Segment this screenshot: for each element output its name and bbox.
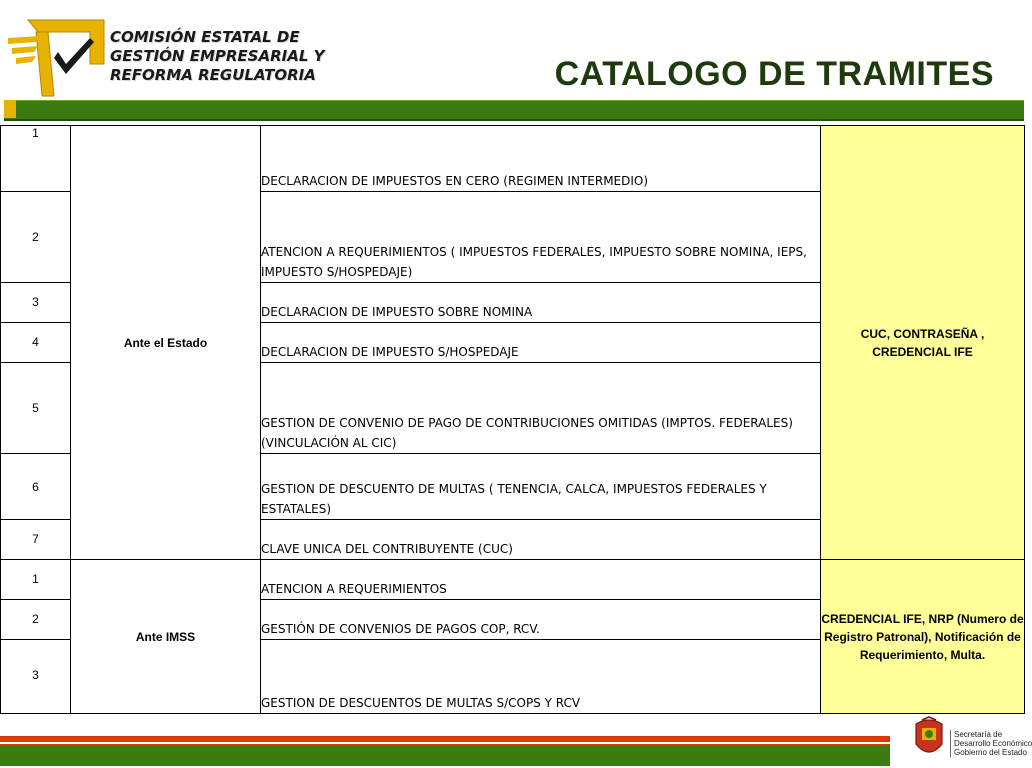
tramite-name: CLAVE UNICA DEL CONTRIBUYENTE (CUC): [261, 520, 821, 560]
requirements-estado: CUC, CONTRASEÑA , CREDENCIAL IFE: [821, 126, 1025, 560]
row-number: 1: [1, 560, 71, 600]
tramite-name: DECLARACION DE IMPUESTO S/HOSPEDAJE: [261, 323, 821, 363]
coat-of-arms-icon: [912, 716, 946, 760]
commission-logo: [6, 18, 106, 98]
row-number: 6: [1, 454, 71, 520]
header-divider-accent: [4, 100, 16, 118]
tramites-table: [0, 125, 1025, 714]
tramite-name: GESTIÓN DE CONVENIOS DE PAGOS COP, RCV.: [261, 600, 821, 640]
row-number: 7: [1, 520, 71, 560]
group-label-imss: Ante IMSS: [71, 560, 261, 714]
page-title: CATALOGO DE TRAMITES: [554, 55, 994, 93]
secretaria-label: [950, 730, 1032, 757]
tramite-name: DECLARACION DE IMPUESTOS EN CERO (REGIMEN INTERMEDIO): [261, 126, 821, 192]
group-label-estado: Ante el Estado: [71, 126, 261, 560]
requirements-imss: CREDENCIAL IFE, NRP (Numero de Registro Patronal), Notificación de Requerimiento, Multa.: [821, 560, 1025, 714]
organization-name: [110, 28, 325, 85]
row-number: 2: [1, 600, 71, 640]
tramite-name: GESTION DE CONVENIO DE PAGO DE CONTRIBUCIONES OMITIDAS (IMPTOS. FEDERALES)(VINCULACIÓN AL CIC): [261, 363, 821, 454]
table-row: [1, 126, 1025, 192]
footer-orange-bar: [0, 736, 890, 742]
row-number: 3: [1, 640, 71, 714]
footer-green-bar: [0, 744, 890, 766]
org-name-line-3: REFORMA REGULATORIA: [110, 66, 316, 84]
row-number: 5: [1, 363, 71, 454]
header-divider-bar: [4, 100, 1024, 121]
secretaria-line-2: Desarrollo Económico: [954, 739, 1032, 748]
tramite-name: ATENCION A REQUERIMIENTOS: [261, 560, 821, 600]
secretaria-line-1: Secretaría de: [954, 730, 1003, 739]
org-name-line-2: GESTIÓN EMPRESARIAL Y: [110, 47, 325, 65]
secretaria-line-3: Gobierno del Estado: [954, 748, 1027, 757]
row-number: 4: [1, 323, 71, 363]
tramite-name: GESTION DE DESCUENTOS DE MULTAS S/COPS Y RCV: [261, 640, 821, 714]
tramite-name: ATENCION A REQUERIMIENTOS ( IMPUESTOS FEDERALES, IMPUESTO SOBRE NOMINA, IEPS, IMPUESTO S/HOSPEDAJE): [261, 192, 821, 283]
row-number: 1: [1, 126, 71, 192]
tramite-name: DECLARACION DE IMPUESTO SOBRE NOMINA: [261, 283, 821, 323]
table-row: [1, 560, 1025, 600]
tramite-name: GESTION DE DESCUENTO DE MULTAS ( TENENCIA, CALCA, IMPUESTOS FEDERALES Y ESTATALES): [261, 454, 821, 520]
org-name-line-1: COMISIÓN ESTATAL DE: [110, 28, 300, 46]
row-number: 2: [1, 192, 71, 283]
row-number: 3: [1, 283, 71, 323]
